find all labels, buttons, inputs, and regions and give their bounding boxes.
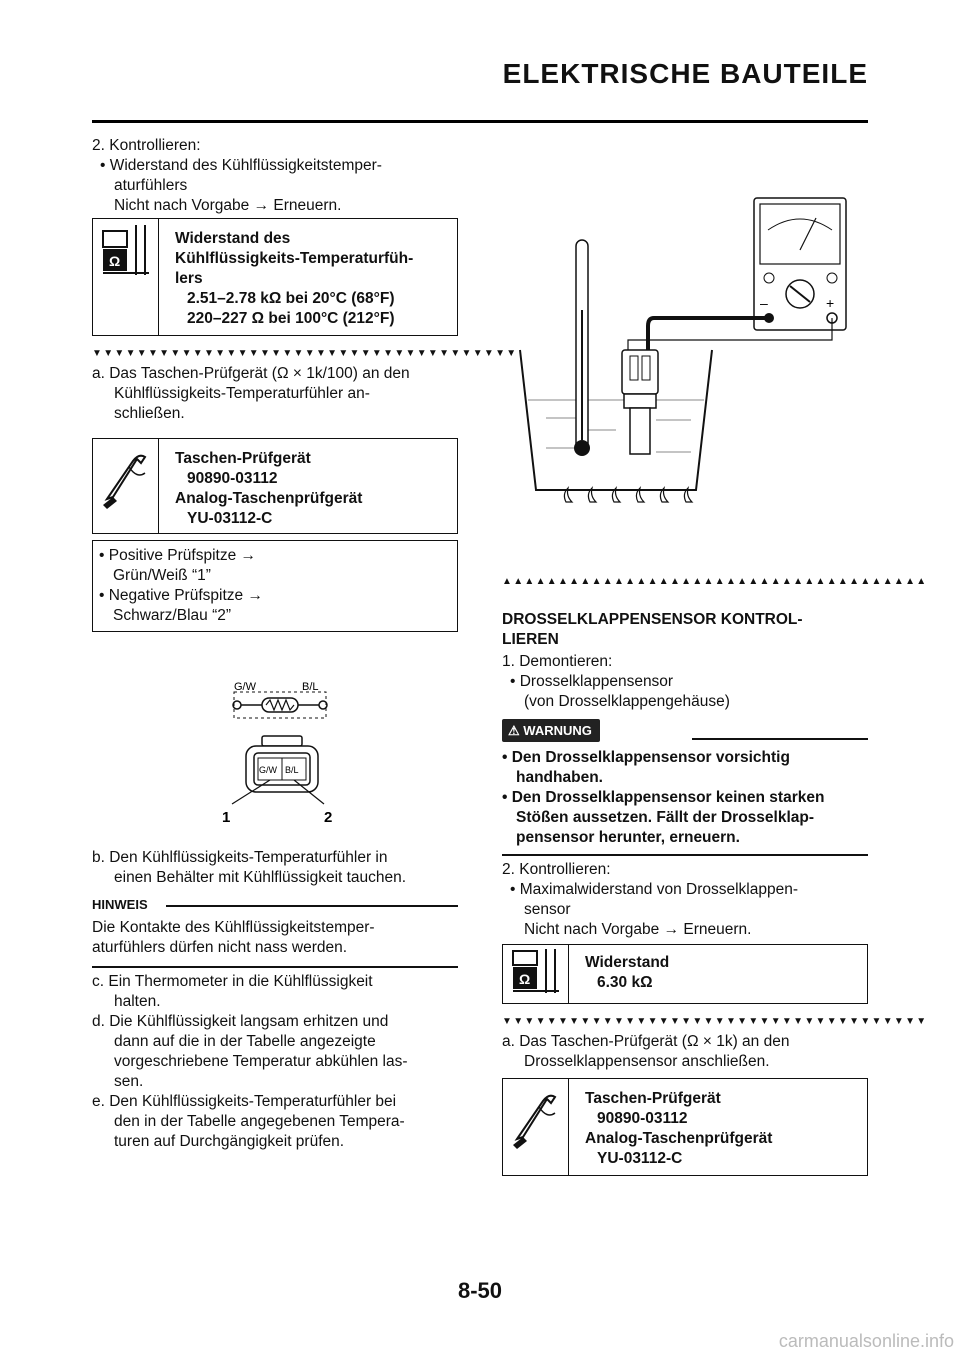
warning-badge: ⚠ WARNUNG (502, 719, 600, 742)
tester-tool-icon (503, 1079, 569, 1175)
meter-plus: + (826, 295, 835, 311)
svg-text:Ω: Ω (109, 253, 121, 269)
label-bl-pin: B/L (285, 765, 299, 775)
tester-tool-icon (93, 439, 159, 533)
note-end-rule (92, 966, 458, 968)
ohmmeter-icon (503, 945, 569, 1003)
tool-spec-box: Taschen-Prüfgerät 90890-03112 Analog-Taschenprüfgerät YU-03112-C (92, 438, 458, 534)
procedure-end-marker: ▲▲▲▲▲▲▲▲▲▲▲▲▲▲▲▲▲▲▲▲▲▲▲▲▲▲▲▲▲▲▲▲▲▲▲▲▲▲ (502, 576, 928, 587)
warning-header (502, 722, 868, 746)
procedure-start-marker-2: ▼▼▼▼▼▼▼▼▼▼▼▼▼▼▼▼▼▼▼▼▼▼▼▼▼▼▼▼▼▼▼▼▼▼▼▼▼▼ (502, 1016, 928, 1027)
coolant-test-setup-illustration (506, 190, 868, 520)
step-2-check-tps: 2. Kontrollieren: • Maximalwiderstand von Drosselklappen- sensor Nicht nach Vorgabe → Erneuern. (502, 861, 798, 938)
note-header (92, 896, 458, 912)
warning-icon: ⚠ (508, 723, 524, 738)
svg-text:Ω: Ω (519, 971, 531, 987)
note-label: HINWEIS (92, 897, 148, 912)
step-2-check: 2. Kontrollieren: • Widerstand des Kühlflüssigkeitstemper- aturfühlers Nicht nach Vorgabe → Erneuern. (92, 137, 382, 214)
label-bl-top: B/L (302, 681, 319, 693)
header-rule (92, 120, 868, 123)
warning-text: • Den Drosselklappensensor vorsichtig handhaben. • Den Drosselklappensensor keinen starken Stößen aussetzen. Fällt der Drosselklap- pensensor herunter, erneuern. (502, 749, 825, 846)
step-a-connect-tps: a. Das Taschen-Prüfgerät (Ω × 1k) an den Drosselklappensensor anschließen. (502, 1033, 790, 1070)
pin-2-label: 2 (324, 809, 333, 826)
warning-end-rule (502, 854, 868, 856)
step-1-remove: 1. Demontieren: • Drosselklappensensor (von Drosselklappengehäuse) (502, 653, 730, 710)
step-d-heat: d. Die Kühlflüssigkeit langsam erhitzen und dann auf die in der Tabelle angezeigte vorgeschriebene Temperatur abkühlen las- sen. (92, 1013, 408, 1090)
label-gw-top: G/W (234, 681, 256, 693)
tool-spec-box-2: Taschen-Prüfgerät 90890-03112 Analog-Taschenprüfgerät YU-03112-C (502, 1078, 868, 1176)
ohmmeter-icon (93, 219, 159, 335)
page-title: ELEKTRISCHE BAUTEILE (502, 58, 868, 89)
sensor-connector-diagram (220, 676, 350, 826)
step-b-immerse: b. Den Kühlflüssigkeits-Temperaturfühler in einen Behälter mit Kühlflüssigkeit tauchen. (92, 849, 407, 886)
step-a-connect: a. Das Taschen-Prüfgerät (Ω × 1k/100) an den Kühlflüssigkeits-Temperaturfühler an- schließen. (92, 365, 410, 422)
note-text: Die Kontakte des Kühlflüssigkeitstemper- aturfühlers dürfen nicht nass werden. (92, 919, 375, 956)
meter-minus: – (760, 295, 768, 311)
page-number: 8-50 (457, 1278, 503, 1303)
step-c-thermometer: c. Ein Thermometer in die Kühlflüssigkeit halten. (92, 973, 373, 1010)
pin-1-label: 1 (222, 809, 231, 826)
probe-instructions-box: • Positive Prüfspitze → Grün/Weiß “1” • Negative Prüfspitze → Schwarz/Blau “2” (92, 540, 458, 632)
resistance-spec-box: Ω Widerstand des Kühlflüssigkeits-Temperaturfüh- lers 2.51–2.78 kΩ bei 20°C (68°F) 220–227 Ω bei 100°C (212°F) (92, 218, 458, 336)
step-e-continuity: e. Den Kühlflüssigkeits-Temperaturfühler bei den in der Tabelle angegebenen Tempera- turen auf Durchgängigkeit prüfen. (92, 1093, 405, 1150)
procedure-start-marker: ▼▼▼▼▼▼▼▼▼▼▼▼▼▼▼▼▼▼▼▼▼▼▼▼▼▼▼▼▼▼▼▼▼▼▼▼▼▼ (92, 348, 518, 359)
section-heading: DROSSELKLAPPENSENSOR KONTROL- LIEREN (502, 611, 803, 648)
tps-resistance-box: Ω Widerstand 6.30 kΩ (502, 944, 868, 1004)
label-gw-pin: G/W (259, 765, 277, 775)
watermark: carmanualsonline.info (778, 1331, 954, 1351)
